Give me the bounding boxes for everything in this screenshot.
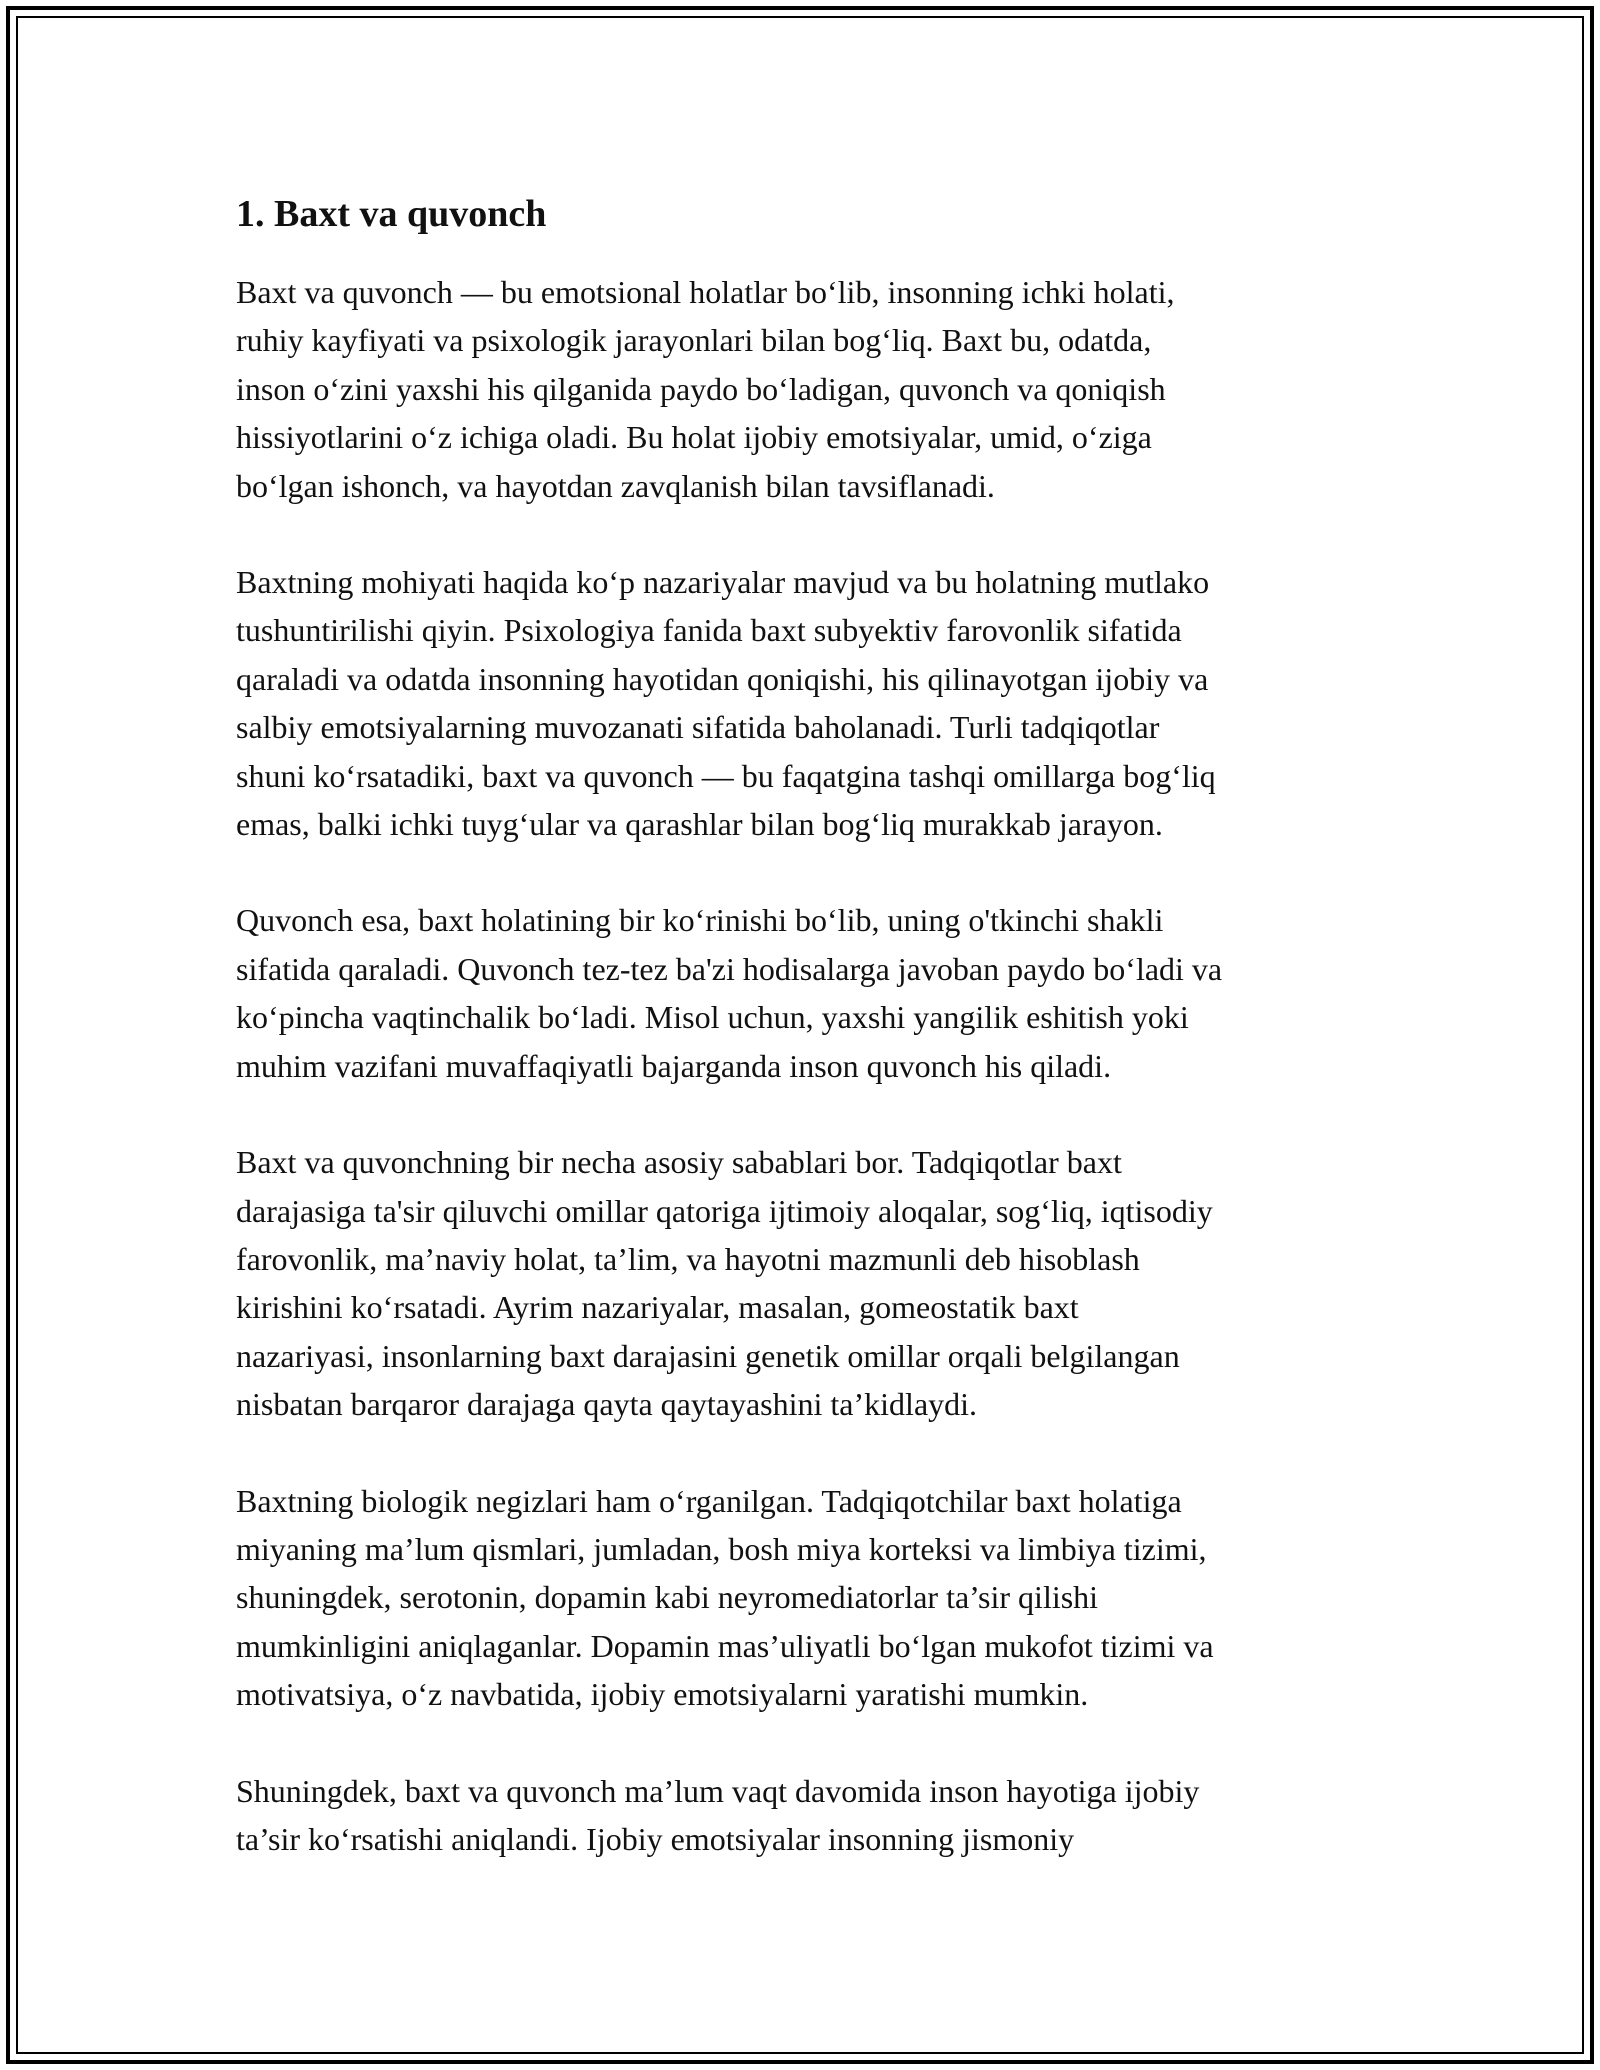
paragraph-line: Baxtning mohiyati haqida ko‘p nazariyalar mavjud va bu holatning mutlako: [236, 564, 1210, 601]
paragraph-line: Baxt va quvonchning bir necha asosiy sabablari bor. Tadqiqotlar baxt: [236, 1144, 1122, 1181]
paragraph-line: darajasiga ta'sir qiluvchi omillar qatoriga ijtimoiy aloqalar, sog‘liq, iqtisodiy: [236, 1192, 1213, 1229]
paragraph-line: shuningdek, serotonin, dopamin kabi neyromediatorlar ta’sir qilishi: [236, 1579, 1099, 1616]
paragraph-line: Shuningdek, baxt va quvonch ma’lum vaqt davomida inson hayotiga ijobiy: [236, 1772, 1200, 1809]
paragraph-line: mumkinligini aniqlaganlar. Dopamin mas’uliyatli bo‘lgan mukofot tizimi va: [236, 1627, 1214, 1664]
paragraph-line: nisbatan barqaror darajaga qayta qaytayashini ta’kidlaydi.: [236, 1386, 978, 1423]
paragraph-line: emas, balki ichki tuyg‘ular va qarashlar bilan bog‘liq murakkab jarayon.: [236, 806, 1163, 843]
paragraph-line: ta’sir ko‘rsatishi aniqlandi. Ijobiy emotsiyalar insonning jismoniy: [236, 1820, 1075, 1857]
paragraph-line: Baxtning biologik negizlari ham o‘rganilgan. Tadqiqotchilar baxt holatiga: [236, 1482, 1182, 1519]
paragraph-line: motivatsiya, o‘z navbatida, ijobiy emotsiyalarni yaratishi mumkin.: [236, 1676, 1089, 1713]
paragraph-line: ko‘pincha vaqtinchalik bo‘ladi. Misol uchun, yaxshi yangilik eshitish yoki: [236, 999, 1189, 1036]
paragraph-5: [236, 1477, 1376, 1719]
paragraph-line: farovonlik, ma’naviy holat, ta’lim, va hayotni mazmunli deb hisoblash: [236, 1240, 1140, 1277]
paragraph-3: [236, 896, 1376, 1090]
paragraph-4: [236, 1138, 1376, 1428]
paragraph-6: [236, 1767, 1376, 1864]
document-content: [236, 186, 1376, 1911]
paragraph-line: inson o‘zini yaxshi his qilganida paydo bo‘ladigan, quvonch va qoniqish: [236, 370, 1166, 407]
paragraph-line: kirishini ko‘rsatadi. Ayrim nazariyalar, masalan, gomeostatik baxt: [236, 1289, 1079, 1326]
section-heading: 1. Baxt va quvonch: [236, 193, 547, 235]
paragraph-line: Quvonch esa, baxt holatining bir ko‘rinishi bo‘lib, uning o'tkinchi shakli: [236, 902, 1164, 939]
paragraph-line: shuni ko‘rsatadiki, baxt va quvonch — bu faqatgina tashqi omillarga bog‘liq: [236, 757, 1216, 794]
paragraph-2: [236, 558, 1376, 848]
paragraph-line: hissiyotlarini o‘z ichiga oladi. Bu holat ijobiy emotsiyalar, umid, o‘ziga: [236, 419, 1152, 456]
paragraph-line: sifatida qaraladi. Quvonch tez-tez ba'zi hodisalarga javoban paydo bo‘ladi va: [236, 950, 1223, 987]
paragraph-line: bo‘lgan ishonch, va hayotdan zavqlanish bilan tavsiflanadi.: [236, 467, 995, 504]
paragraph-line: tushuntirilishi qiyin. Psixologiya fanida baxt subyektiv farovonlik sifatida: [236, 612, 1182, 649]
paragraph-line: qaraladi va odatda insonning hayotidan qoniqishi, his qilinayotgan ijobiy va: [236, 660, 1209, 697]
paragraph-line: ruhiy kayfiyati va psixologik jarayonlari bilan bog‘liq. Baxt bu, odatda,: [236, 322, 1152, 359]
paragraph-line: Baxt va quvonch — bu emotsional holatlar bo‘lib, insonning ichki holati,: [236, 274, 1175, 310]
paragraph-line: salbiy emotsiyalarning muvozanati sifatida baholanadi. Turli tadqiqotlar: [236, 709, 1160, 746]
paragraph-line: muhim vazifani muvaffaqiyatli bajarganda inson quvonch his qiladi.: [236, 1047, 1112, 1084]
paragraph-line: nazariyasi, insonlarning baxt darajasini genetik omillar orqali belgilangan: [236, 1337, 1180, 1374]
paragraph-line: miyaning ma’lum qismlari, jumladan, bosh miya korteksi va limbiya tizimi,: [236, 1530, 1207, 1567]
paragraph-1: [236, 268, 1376, 510]
